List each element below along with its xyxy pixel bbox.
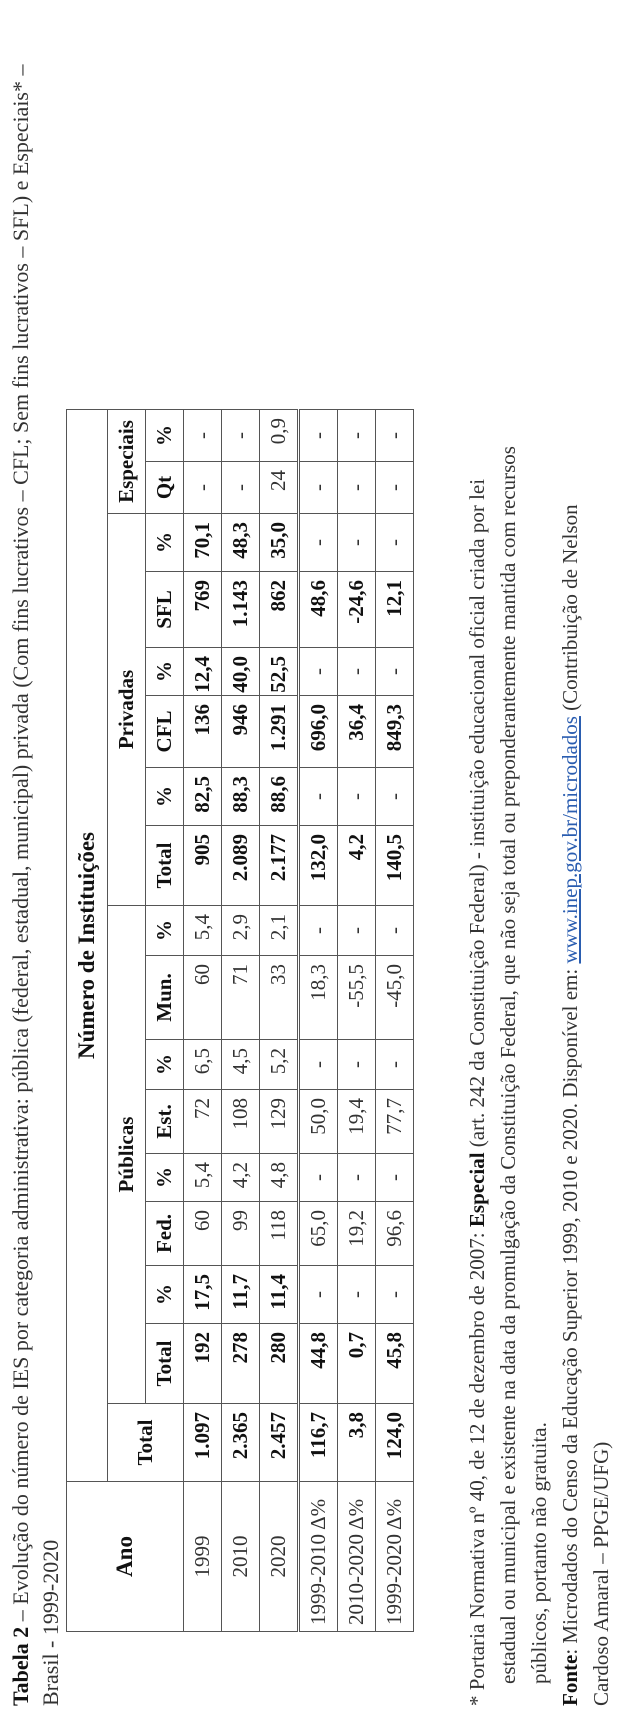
header-numero-instituicoes: Número de Instituições	[67, 410, 108, 1482]
fonte-line2: Cardoso Amaral – PPGE/UFG)	[589, 1441, 613, 1706]
table-cell: -	[376, 648, 414, 696]
table-cell: 192	[184, 1324, 222, 1404]
table-cell: -	[299, 1040, 338, 1090]
row-total: 2.457	[260, 1404, 299, 1482]
column-header: Total	[146, 1324, 184, 1404]
table-cell: -	[376, 410, 414, 462]
column-header: %	[146, 410, 184, 462]
table-cell: 70,1	[184, 514, 222, 572]
fonte-text: : Microdados do Censo da Educação Superior 1999, 2010 e 2020. Disponível em:	[558, 963, 582, 1655]
table-cell: 17,5	[184, 1266, 222, 1324]
table-cell: 2.177	[260, 826, 299, 906]
table-caption	[6, 16, 66, 1706]
table-cell: 35,0	[260, 514, 299, 572]
fonte-link[interactable]: www.inep.gov.br/microdados	[558, 716, 582, 964]
header-especiais: Especiais	[108, 410, 146, 514]
table-cell: -	[376, 1154, 414, 1202]
table-cell: 6,5	[184, 1040, 222, 1090]
table-cell: 24	[260, 462, 299, 514]
table-cell: 82,5	[184, 768, 222, 826]
table-cell: 72	[184, 1090, 222, 1154]
table-cell: 19,4	[338, 1090, 376, 1154]
table-cell: -	[338, 1040, 376, 1090]
row-total: 2.365	[222, 1404, 260, 1482]
fonte-post: (Contribuição de Nelson	[558, 504, 582, 717]
column-header: Qt	[146, 462, 184, 514]
table-cell: 11,4	[260, 1266, 299, 1324]
note-especial-bold: Especial	[465, 1152, 489, 1228]
column-header: CFL	[146, 696, 184, 768]
table-cell: -	[338, 906, 376, 956]
table-cell: -	[376, 768, 414, 826]
column-header: %	[146, 514, 184, 572]
table-cell: 48,3	[222, 514, 260, 572]
column-header: %	[146, 1154, 184, 1202]
table-cell: 88,6	[260, 768, 299, 826]
table-cell: 50,0	[299, 1090, 338, 1154]
table-cell: 36,4	[338, 696, 376, 768]
table-cell: 4,5	[222, 1040, 260, 1090]
column-header: %	[146, 768, 184, 826]
table-cell: 696,0	[299, 696, 338, 768]
table-cell: -	[299, 410, 338, 462]
column-header: Fed.	[146, 1202, 184, 1266]
table-cell: 96,6	[376, 1202, 414, 1266]
table-cell: 905	[184, 826, 222, 906]
table-cell: 140,5	[376, 826, 414, 906]
table-row	[376, 410, 414, 1632]
header-publicas: Públicas	[108, 906, 146, 1404]
header-privadas: Privadas	[108, 514, 146, 906]
table-cell: 19,2	[338, 1202, 376, 1266]
table-cell: -	[338, 1266, 376, 1324]
table-cell: 60	[184, 1202, 222, 1266]
table-cell: 48,6	[299, 572, 338, 648]
table-cell: 278	[222, 1324, 260, 1404]
table-cell: -	[376, 906, 414, 956]
table-cell: 118	[260, 1202, 299, 1266]
note-especial-post: (art. 242 da Constituição Federal) - instituição educacional oficial criada por lei	[465, 478, 489, 1153]
table-cell: -	[299, 1266, 338, 1324]
table-notes	[462, 6, 617, 1706]
table-cell: 862	[260, 572, 299, 648]
note-especial-line2: estadual ou municipal e existente na data da promulgação da Constituição Federal, que não seja total ou preponderantemente mantida com recursos	[496, 446, 520, 1684]
note-especial-pre: * Portaria Normativa nº 40, de 12 de dezembro de 2007:	[465, 1227, 489, 1706]
row-ano: 2010	[222, 1482, 260, 1632]
table-cell: -24,6	[338, 572, 376, 648]
header-ano: Ano	[67, 1482, 184, 1632]
table-cell: -	[222, 462, 260, 514]
column-header: Est.	[146, 1090, 184, 1154]
row-total: 3,8	[338, 1404, 376, 1482]
table-cell: 2,9	[222, 906, 260, 956]
table-cell: -	[338, 514, 376, 572]
column-header: Total	[146, 826, 184, 906]
row-total: 116,7	[299, 1404, 338, 1482]
table-cell: 946	[222, 696, 260, 768]
table-cell: 2,1	[260, 906, 299, 956]
table-cell: 0,7	[338, 1324, 376, 1404]
table-row	[299, 410, 338, 1632]
caption-text: – Evolução do número de IES por categoria administrativa: pública (federal, estadual, municipal) privada (Com fins lucrativos – CFL; Sem fins lucrativos – SFL) e Especiais* – Brasil - 1999-2020	[8, 64, 63, 1706]
table-cell: 0,9	[260, 410, 299, 462]
table-cell: -	[376, 462, 414, 514]
table-cell: -	[338, 462, 376, 514]
column-header: %	[146, 648, 184, 696]
table-row	[222, 410, 260, 1632]
table-cell: 99	[222, 1202, 260, 1266]
note-fonte	[555, 6, 617, 1706]
column-header: SFL	[146, 572, 184, 648]
table-cell: 52,5	[260, 648, 299, 696]
fonte-label: Fonte	[558, 1654, 582, 1706]
note-especial	[462, 6, 555, 1706]
table-cell: 12,1	[376, 572, 414, 648]
row-ano: 1999-2010 Δ%	[299, 1482, 338, 1632]
table-cell: 5,4	[184, 1154, 222, 1202]
table-cell: 4,2	[222, 1154, 260, 1202]
table-cell: 77,7	[376, 1090, 414, 1154]
row-ano: 1999	[184, 1482, 222, 1632]
table-cell: 5,4	[184, 906, 222, 956]
table-cell: -	[299, 768, 338, 826]
table-cell: 12,4	[184, 648, 222, 696]
table-cell: 40,0	[222, 648, 260, 696]
row-total: 1.097	[184, 1404, 222, 1482]
table-cell: 5,2	[260, 1040, 299, 1090]
table-cell: -	[299, 906, 338, 956]
table-cell: -	[338, 648, 376, 696]
table-cell: -	[338, 1154, 376, 1202]
note-especial-line3: públicos, portanto não gratuita.	[527, 1422, 551, 1684]
table-cell: -	[299, 1154, 338, 1202]
table-cell: 4,2	[338, 826, 376, 906]
table-cell: 18,3	[299, 956, 338, 1040]
table-cell: -	[376, 1040, 414, 1090]
table-cell: 849,3	[376, 696, 414, 768]
table-cell: -	[338, 410, 376, 462]
table-cell: 88,3	[222, 768, 260, 826]
table-cell: 280	[260, 1324, 299, 1404]
table-cell: 11,7	[222, 1266, 260, 1324]
table-cell: 108	[222, 1090, 260, 1154]
table-cell: -55,5	[338, 956, 376, 1040]
table-cell: 33	[260, 956, 299, 1040]
table-row	[260, 410, 299, 1632]
table-cell: 132,0	[299, 826, 338, 906]
table-cell: 2.089	[222, 826, 260, 906]
table-row	[338, 410, 376, 1632]
table-cell: -	[299, 514, 338, 572]
table-cell: -	[299, 648, 338, 696]
table-cell: 136	[184, 696, 222, 768]
row-total: 124,0	[376, 1404, 414, 1482]
row-ano: 1999-2020 Δ%	[376, 1482, 414, 1632]
row-ano: 2010-2020 Δ%	[338, 1482, 376, 1632]
column-header: %	[146, 1040, 184, 1090]
table-cell: -45,0	[376, 956, 414, 1040]
ies-table	[66, 409, 414, 1632]
table-cell: 1.291	[260, 696, 299, 768]
table-cell: 60	[184, 956, 222, 1040]
table-cell: -	[184, 462, 222, 514]
row-ano: 2020	[260, 1482, 299, 1632]
table-cell: -	[299, 462, 338, 514]
table-cell: -	[376, 1266, 414, 1324]
table-cell: 71	[222, 956, 260, 1040]
table-cell: -	[222, 410, 260, 462]
column-header: Mun.	[146, 956, 184, 1040]
table-cell: 65,0	[299, 1202, 338, 1266]
caption-label: Tabela 2	[8, 1626, 33, 1706]
table-cell: -	[338, 768, 376, 826]
column-header: %	[146, 1266, 184, 1324]
table-cell: 1.143	[222, 572, 260, 648]
table-cell: -	[184, 410, 222, 462]
table-cell: 769	[184, 572, 222, 648]
table-row	[184, 410, 222, 1632]
table-cell: 129	[260, 1090, 299, 1154]
table-cell: 4,8	[260, 1154, 299, 1202]
header-total: Total	[108, 1404, 184, 1482]
table-cell: 45,8	[376, 1324, 414, 1404]
table-cell: 44,8	[299, 1324, 338, 1404]
column-header: %	[146, 906, 184, 956]
table-cell: -	[376, 514, 414, 572]
